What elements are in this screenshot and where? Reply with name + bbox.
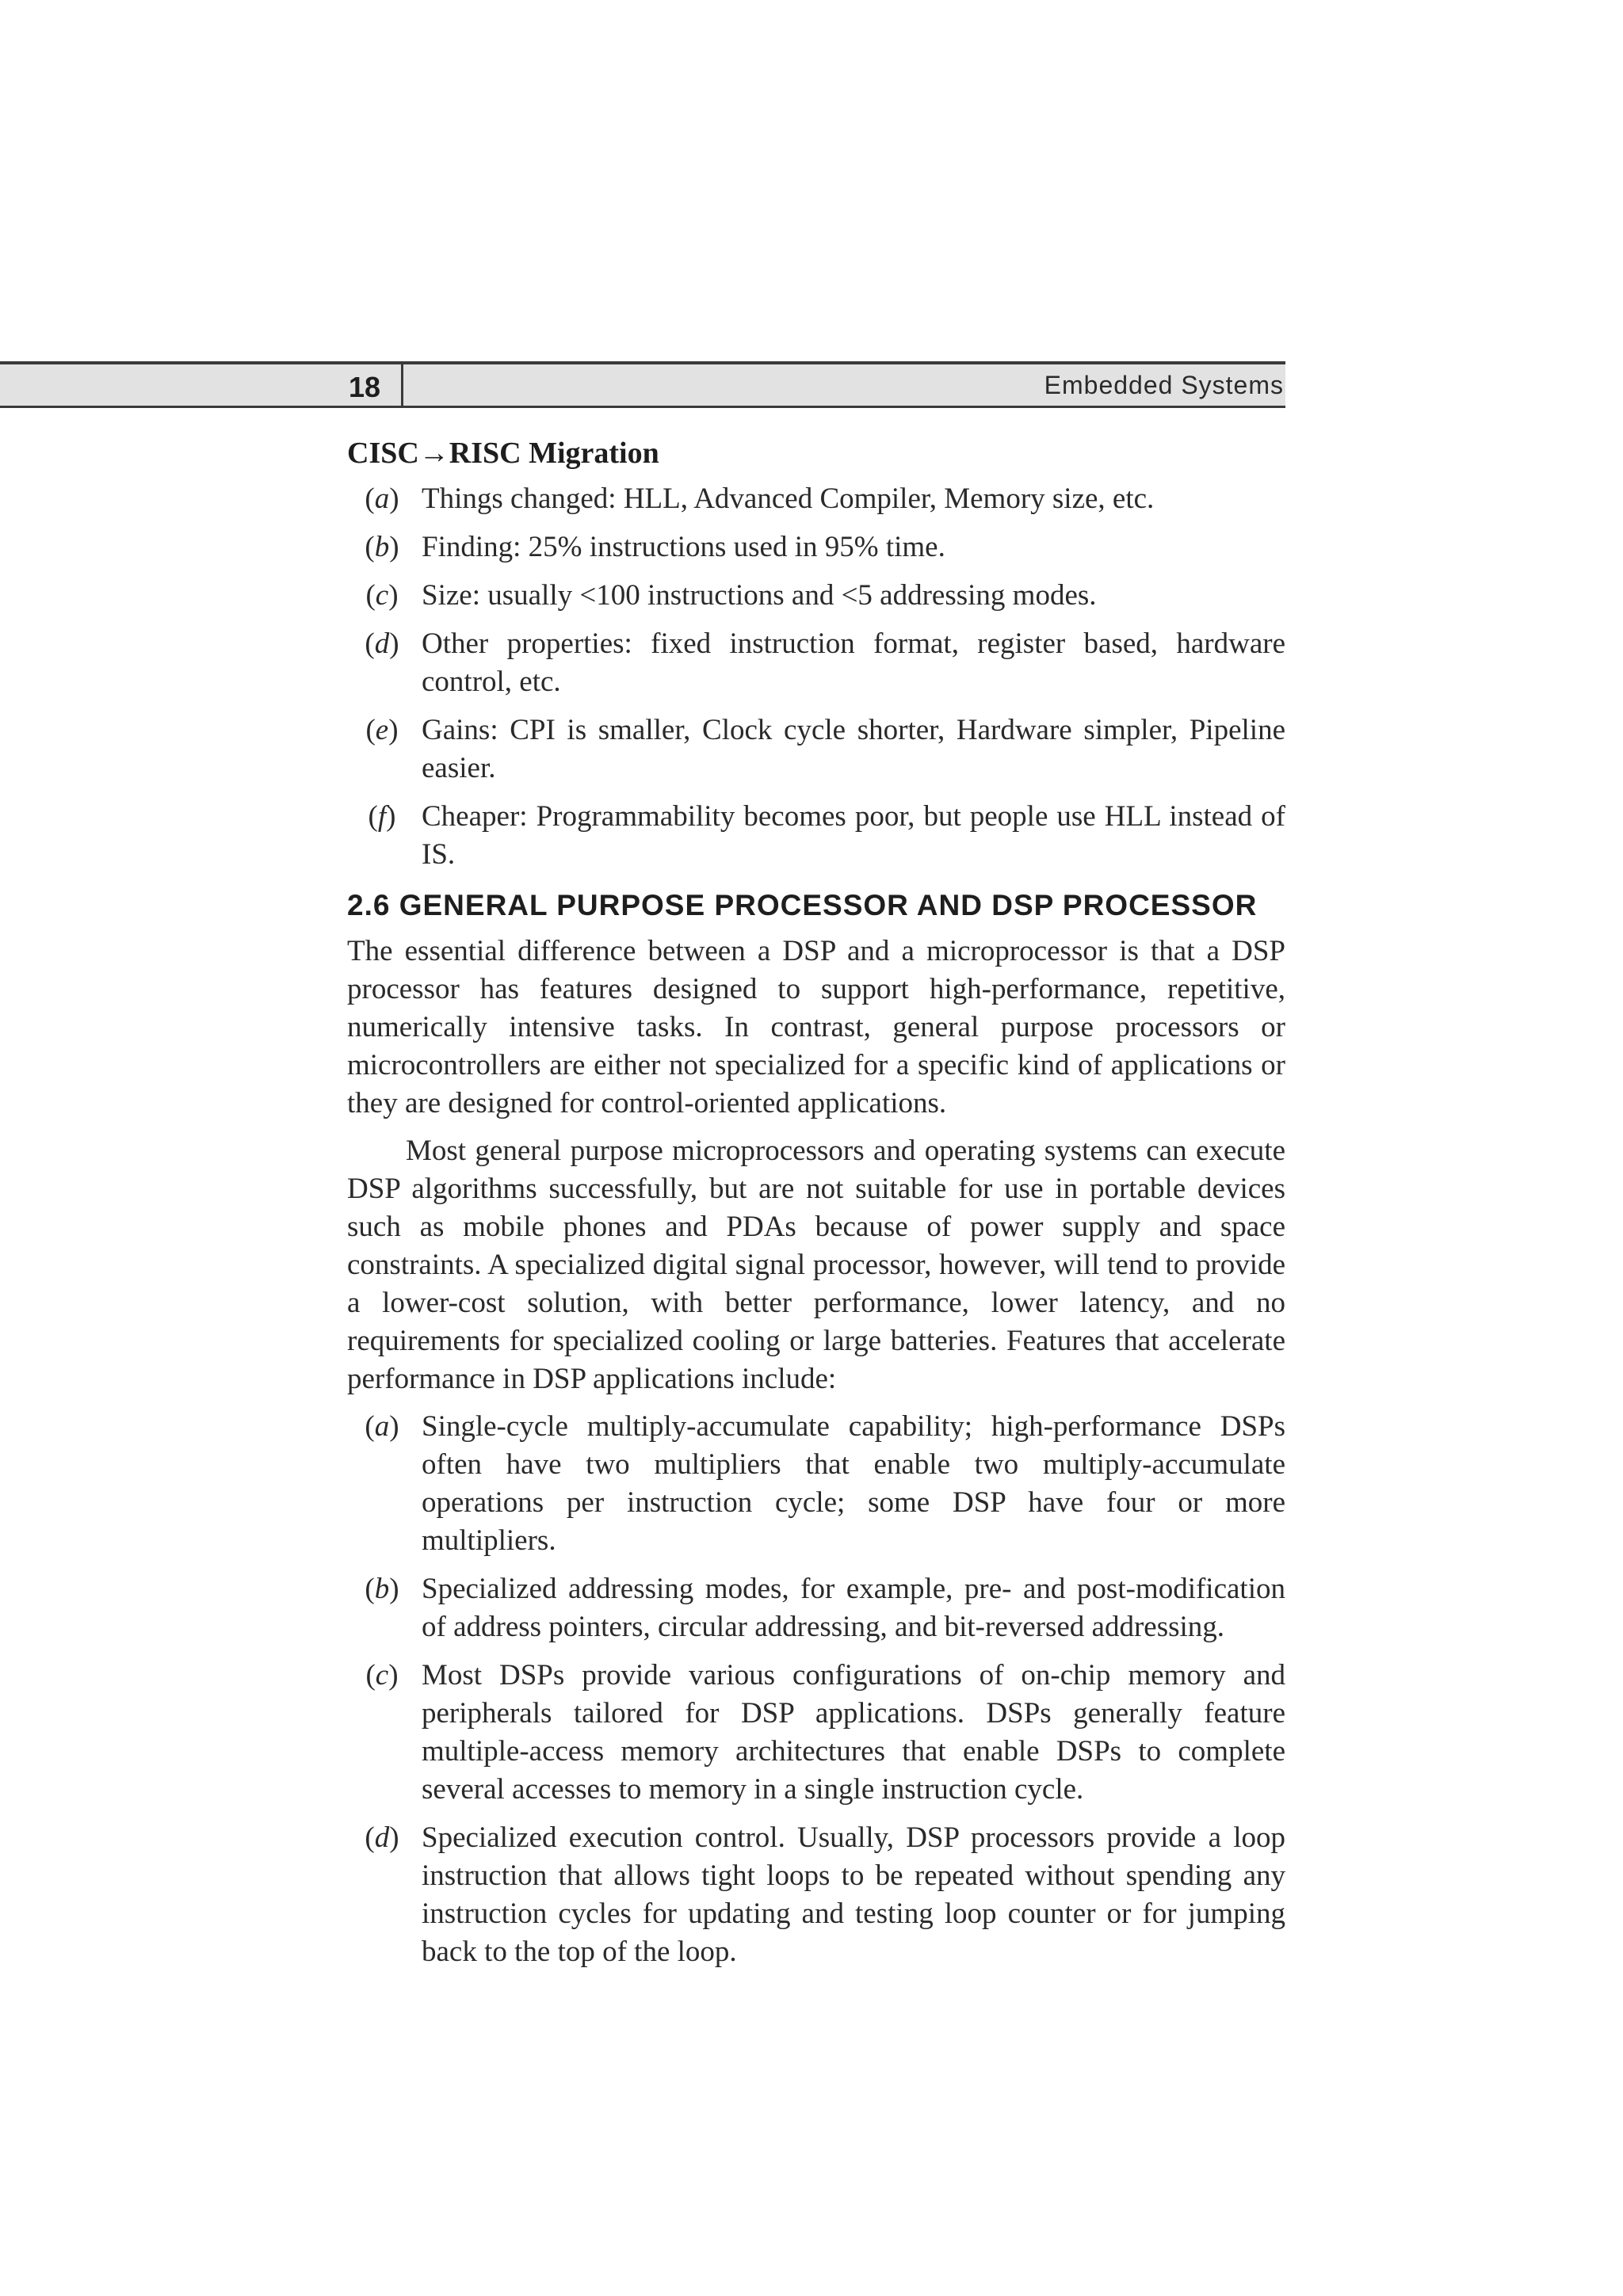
feature-item-b [347,1570,1285,1646]
list-marker: (e) [365,714,399,746]
list-marker: (d) [365,1821,399,1854]
list-item-text: Things changed: HLL, Advanced Compiler, Memory size, etc. [422,482,1155,515]
migration-item-b [347,528,1285,566]
paragraph-2: Most general purpose microprocessors and operating systems can execute DSP algorithms successfully, but are not suitable for use in portable devices such as mobile phones and PDAs because of power supply and space constraints. A specialized digital signal processor, however, will tend to provide a lower-cost solution, with better performance, lower latency, and no requirements for specialized cooling or large batteries. Features that accelerate performance in DSP applications include: [347,1135,1285,1395]
list-item-text: Size: usually <100 instructions and <5 addressing modes. [422,579,1097,612]
header-divider [401,364,403,406]
page-number: 18 [349,371,381,403]
page-content [347,434,1285,1981]
dsp-features-list [347,1408,1285,1971]
list-marker: (c) [365,579,399,612]
section-heading: 2.6 GENERAL PURPOSE PROCESSOR AND DSP PROCESSOR [347,889,1258,921]
list-item-text: Most DSPs provide various configurations of on-chip memory and peripherals tailored for DSP applications. DSPs generally feature multiple-access memory architectures that enable DSPs to complete several accesses to memory in a single instruction cycle. [422,1659,1285,1806]
list-marker: (b) [365,531,399,563]
feature-item-c [347,1657,1285,1809]
list-item-text: Finding: 25% instructions used in 95% time. [422,531,945,563]
list-marker: (d) [365,627,399,660]
migration-item-f [347,798,1285,874]
list-item-text: Specialized execution control. Usually, DSP processors provide a loop instruction that allows tight loops to be repeated without spending any instruction cycles for updating and testing loop counter or for jumping back to the top of the loop. [422,1821,1285,1968]
migration-item-a [347,480,1285,518]
list-item-text: Cheaper: Programmability becomes poor, but people use HLL instead of IS. [422,800,1285,871]
list-marker: (a) [365,1410,399,1443]
paragraph-1: The essential difference between a DSP and a microprocessor is that a DSP processor has features designed to support high-performance, repetitive, numerically intensive tasks. In contrast, general purpose processors or microcontrollers are either not specialized for a specific kind of applications or they are designed for control-oriented applications. [347,935,1285,1119]
list-item-text: Single-cycle multiply-accumulate capability; high-performance DSPs often have two multipliers that enable two multiply-accumulate operations per instruction cycle; some DSP have four or more multipliers. [422,1410,1285,1557]
migration-item-d [347,625,1285,701]
migration-heading: CISC→RISC Migration [347,437,659,470]
running-title: Embedded Systems [1044,371,1284,399]
list-item-text: Gains: CPI is smaller, Clock cycle shorter, Hardware simpler, Pipeline easier. [422,714,1285,784]
list-marker: (b) [365,1573,399,1605]
list-marker: (f) [368,800,396,833]
migration-item-c [347,577,1285,615]
running-header [0,361,1285,408]
migration-item-e [347,711,1285,788]
list-marker: (a) [365,482,399,515]
feature-item-a [347,1408,1285,1560]
list-item-text: Other properties: fixed instruction format, register based, hardware control, etc. [422,627,1285,698]
list-marker: (c) [365,1659,399,1691]
list-item-text: Specialized addressing modes, for example, pre- and post-modification of address pointers, circular addressing, and bit-reversed addressing. [422,1573,1285,1643]
migration-list [347,480,1285,874]
feature-item-d [347,1819,1285,1971]
